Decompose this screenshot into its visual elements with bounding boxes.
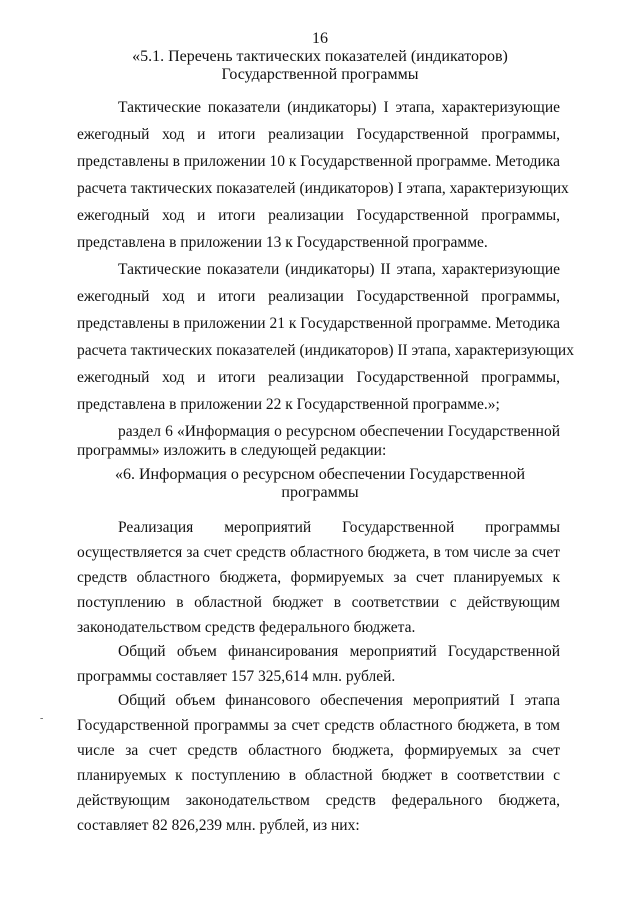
paragraph-2-line: представлены в приложении 21 к Государственной программе. Методика xyxy=(77,315,560,332)
section-6-heading xyxy=(110,466,530,502)
paragraph-2-line: ежегодный ход и итоги реализации Государственной программы, xyxy=(77,288,560,305)
paragraph-2-line: представлена в приложении 22 к Государственной программе.»; xyxy=(77,396,500,413)
paragraph-3-line: программы» изложить в следующей редакции: xyxy=(77,442,387,459)
paragraph-5-line: Общий объем финансирования мероприятий Государственной xyxy=(118,643,560,660)
paragraph-4-line: осуществляется за счет средств областного бюджета, в том числе за счет xyxy=(77,544,560,561)
paragraph-6-line: Государственной программы за счет средств областного бюджета, в том xyxy=(77,717,560,734)
paragraph-1-line: представлена в приложении 13 к Государственной программе. xyxy=(77,234,488,251)
paragraph-5-line: программы составляет 157 325,614 млн. рублей. xyxy=(77,668,396,685)
scan-margin-mark: - xyxy=(40,713,44,724)
paragraph-4-line: Реализация мероприятий Государственной программы xyxy=(118,519,560,536)
section-6-title-line-1: «6. Информация о ресурсном обеспечении Государственной xyxy=(114,466,526,483)
paragraph-1-line: Тактические показатели (индикаторы) I этапа, характеризующие xyxy=(118,99,560,116)
section-5-1-title-line-1: «5.1. Перечень тактических показателей (индикаторов) xyxy=(132,48,508,65)
paragraph-4-line: средств областного бюджета, формируемых за счет планируемых к xyxy=(77,569,560,586)
paragraph-1-line: представлены в приложении 10 к Государственной программе. Методика xyxy=(77,153,560,170)
paragraph-1-line: расчета тактических показателей (индикаторов) I этапа, характеризующих xyxy=(77,180,569,197)
page-number: 16 xyxy=(312,30,328,47)
paragraph-1-line: ежегодный ход и итоги реализации Государственной программы, xyxy=(77,126,560,143)
paragraph-3-line: раздел 6 «Информация о ресурсном обеспечении Государственной xyxy=(118,423,560,440)
section-5-1-heading xyxy=(110,48,530,84)
paragraph-4-line: поступлению в областной бюджет в соответствии с действующим xyxy=(77,594,560,611)
section-6-title-line-2: программы xyxy=(281,484,359,501)
paragraph-2-line: ежегодный ход и итоги реализации Государственной программы, xyxy=(77,369,560,386)
paragraph-1-line: ежегодный ход и итоги реализации Государственной программы, xyxy=(77,207,560,224)
paragraph-2-line: Тактические показатели (индикаторы) II этапа, характеризующие xyxy=(118,261,560,278)
paragraph-4-line: законодательством средств федерального бюджета. xyxy=(77,619,416,636)
section-5-1-title-line-2: Государственной программы xyxy=(221,66,419,83)
paragraph-6-line: числе за счет средств областного бюджета, формируемых за счет xyxy=(77,742,560,759)
paragraph-6-line: составляет 82 826,239 млн. рублей, из них: xyxy=(77,817,360,834)
paragraph-6-line: Общий объем финансового обеспечения мероприятий I этапа xyxy=(118,692,560,709)
paragraph-6-line: планируемых к поступлению в областной бюджет в соответствии с xyxy=(77,767,560,784)
paragraph-6-line: действующим законодательством средств федерального бюджета, xyxy=(77,792,560,809)
paragraph-2-line: расчета тактических показателей (индикаторов) II этапа, характеризующих xyxy=(77,342,574,359)
